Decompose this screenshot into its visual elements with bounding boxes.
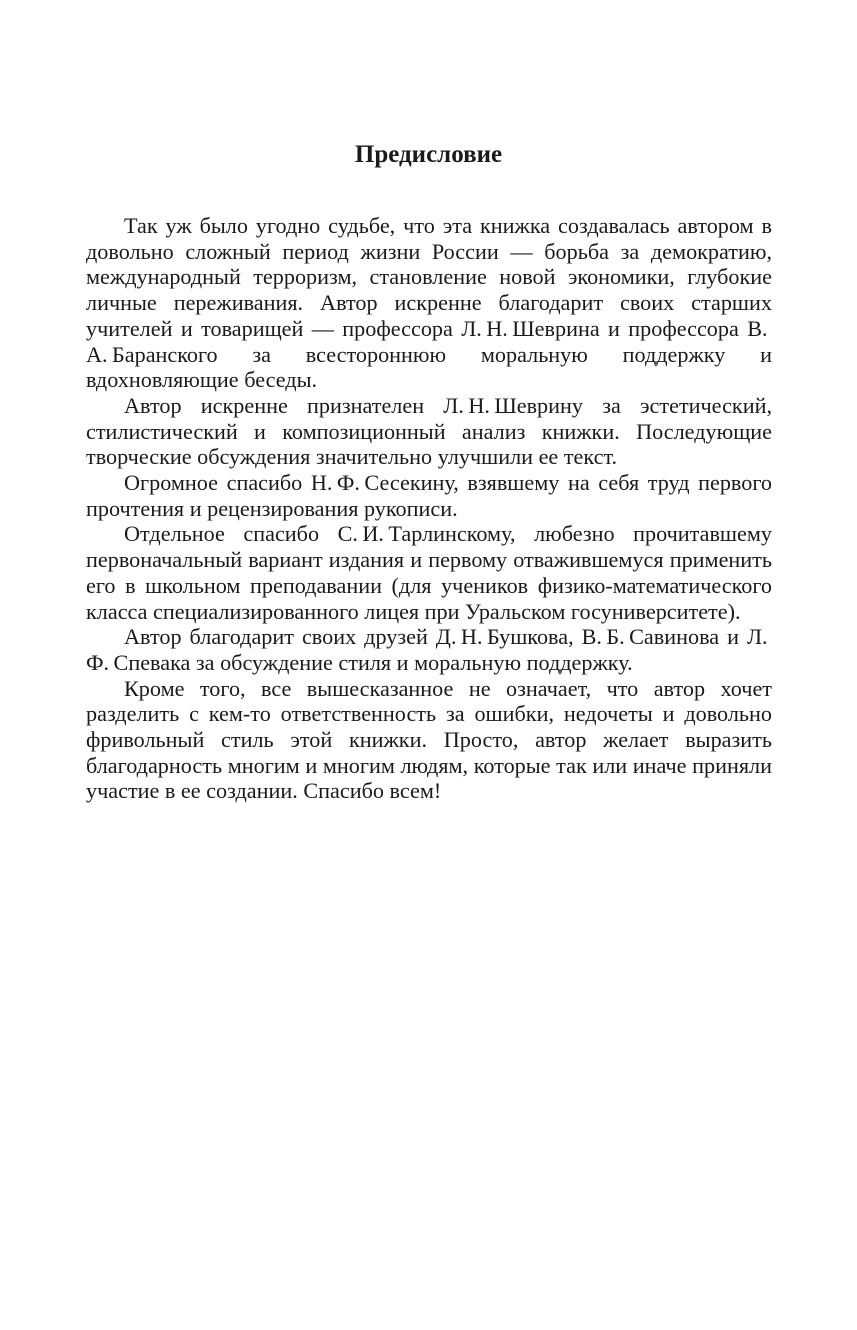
- paragraph-4: Отдельное спасибо С. И. Тарлинскому, любезно прочитавшему первоначальный вариант издания и первому отважившемуся применить его в школьном преподавании (для учеников физико-математического класса специализированного лицея при Уральском госуниверситете).: [86, 521, 772, 624]
- paragraph-6: Кроме того, все вышесказанное не означает, что автор хочет разделить с кем-то ответственность за ошибки, недочеты и довольно фривольный стиль этой книжки. Просто, автор желает выразить благодарность многим и многим людям, которые так или иначе приняли участие в ее создании. Спасибо всем!: [86, 675, 772, 804]
- paragraph-2: Автор искренне признателен Л. Н. Шеврину за эстетический, стилистический и композиционный анализ книжки. Последующие творческие обсуждения значительно улучшили ее текст.: [86, 392, 772, 470]
- paragraph-3: Огромное спасибо Н. Ф. Сесекину, взявшему на себя труд первого прочтения и рецензирования рукописи.: [86, 470, 772, 521]
- preface-body: [86, 213, 772, 804]
- page-title: Предисловие: [354, 141, 503, 168]
- paragraph-1: Так уж было угодно судьбе, что эта книжка создавалась автором в довольно сложный период жизни России — борьба за демократию, международный терроризм, становление новой экономики, глубокие личные переживания. Автор искренне благодарит своих старших учителей и товарищей — профессора Л. Н. Шеврина и профессора В. А. Баранского за всестороннюю моральную поддержку и вдохновляющие беседы.: [86, 213, 772, 393]
- paragraph-5: Автор благодарит своих друзей Д. Н. Бушкова, В. Б. Савинова и Л. Ф. Спевака за обсуждение стиля и моральную поддержку.: [86, 624, 772, 675]
